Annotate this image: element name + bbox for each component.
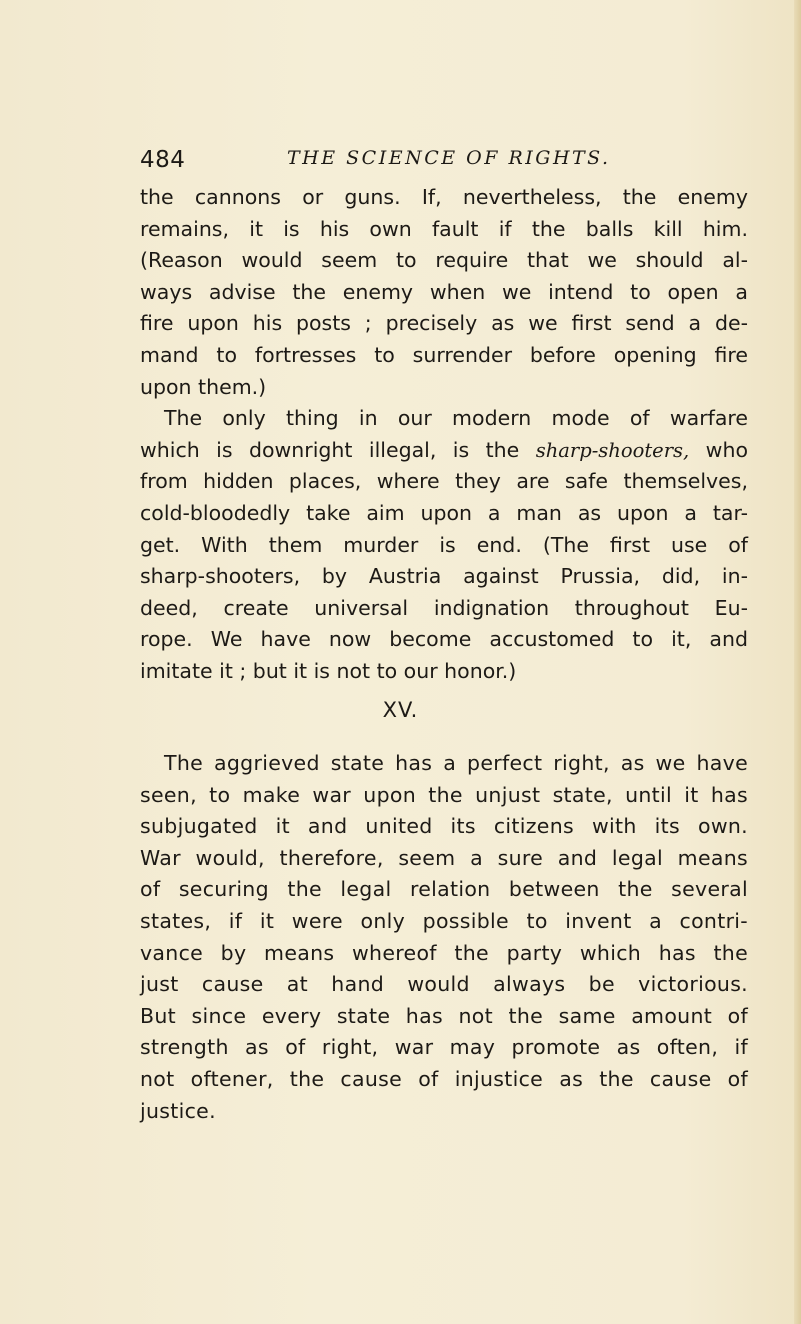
text-line: just cause at hand would always be victorious. bbox=[140, 972, 748, 997]
text-line: ways advise the enemy when we intend to open a bbox=[140, 279, 748, 304]
text-line: get. With them murder is end. (The first use of bbox=[140, 532, 748, 557]
text-line: vance by means whereof the party which has the bbox=[140, 940, 748, 965]
text-line: from hidden places, where they are safe themselves, bbox=[140, 469, 748, 494]
text-line: the cannons or guns. If, nevertheless, the enemy bbox=[140, 185, 748, 209]
page-header bbox=[140, 147, 740, 177]
text-line: remains, it is his own fault if the balls kill him. bbox=[140, 216, 748, 241]
paragraph-2 bbox=[140, 748, 748, 1127]
text-line: states, if it were only possible to invent a contri- bbox=[140, 908, 748, 933]
paragraph-1 bbox=[140, 182, 748, 688]
text-line: mand to fortresses to surrender before opening fire bbox=[140, 342, 748, 367]
text-line: cold-bloodedly take aim upon a man as upon a tar- bbox=[140, 500, 748, 525]
text-line: subjugated it and united its citizens with its own. bbox=[140, 814, 748, 839]
page-edge bbox=[794, 0, 801, 1324]
text-line: strength as of right, war may promote as often, if bbox=[140, 1035, 748, 1060]
text-line: (Reason would seem to require that we should al- bbox=[140, 248, 748, 273]
text-line: But since every state has not the same amount of bbox=[140, 1003, 748, 1028]
text-line: seen, to make war upon the unjust state, until it has bbox=[140, 782, 748, 807]
section-heading: XV. bbox=[382, 698, 419, 722]
text-line: fire upon his posts ; precisely as we first send a de- bbox=[140, 311, 748, 336]
text-line: imitate it ; but it is not to our honor.) bbox=[140, 658, 517, 683]
text-line: The only thing in our modern mode of warfare bbox=[164, 406, 748, 431]
page-number: 484 bbox=[140, 147, 186, 173]
text-line: upon them.) bbox=[140, 374, 267, 399]
text-line: sharp-shooters, by Austria against Prussia, did, in- bbox=[140, 564, 748, 589]
text-line: justice. bbox=[140, 1098, 216, 1123]
text-line: of securing the legal relation between the several bbox=[140, 877, 748, 902]
text-line: rope. We have now become accustomed to it, and bbox=[140, 627, 748, 652]
text-line: deed, create universal indignation throughout Eu- bbox=[140, 595, 748, 620]
text-segment: which is downright illegal, is the bbox=[140, 437, 536, 462]
running-title: THE SCIENCE OF RIGHTS. bbox=[287, 147, 611, 169]
text-line: not oftener, the cause of injustice as the cause of bbox=[140, 1066, 748, 1091]
text-line-with-italic bbox=[140, 435, 748, 467]
text-line: The aggrieved state has a perfect right, as we have bbox=[164, 751, 748, 775]
italic-phrase: sharp-shooters, bbox=[535, 438, 690, 462]
text-segment: who bbox=[689, 437, 748, 462]
text-line: War would, therefore, seem a sure and legal means bbox=[140, 845, 748, 870]
